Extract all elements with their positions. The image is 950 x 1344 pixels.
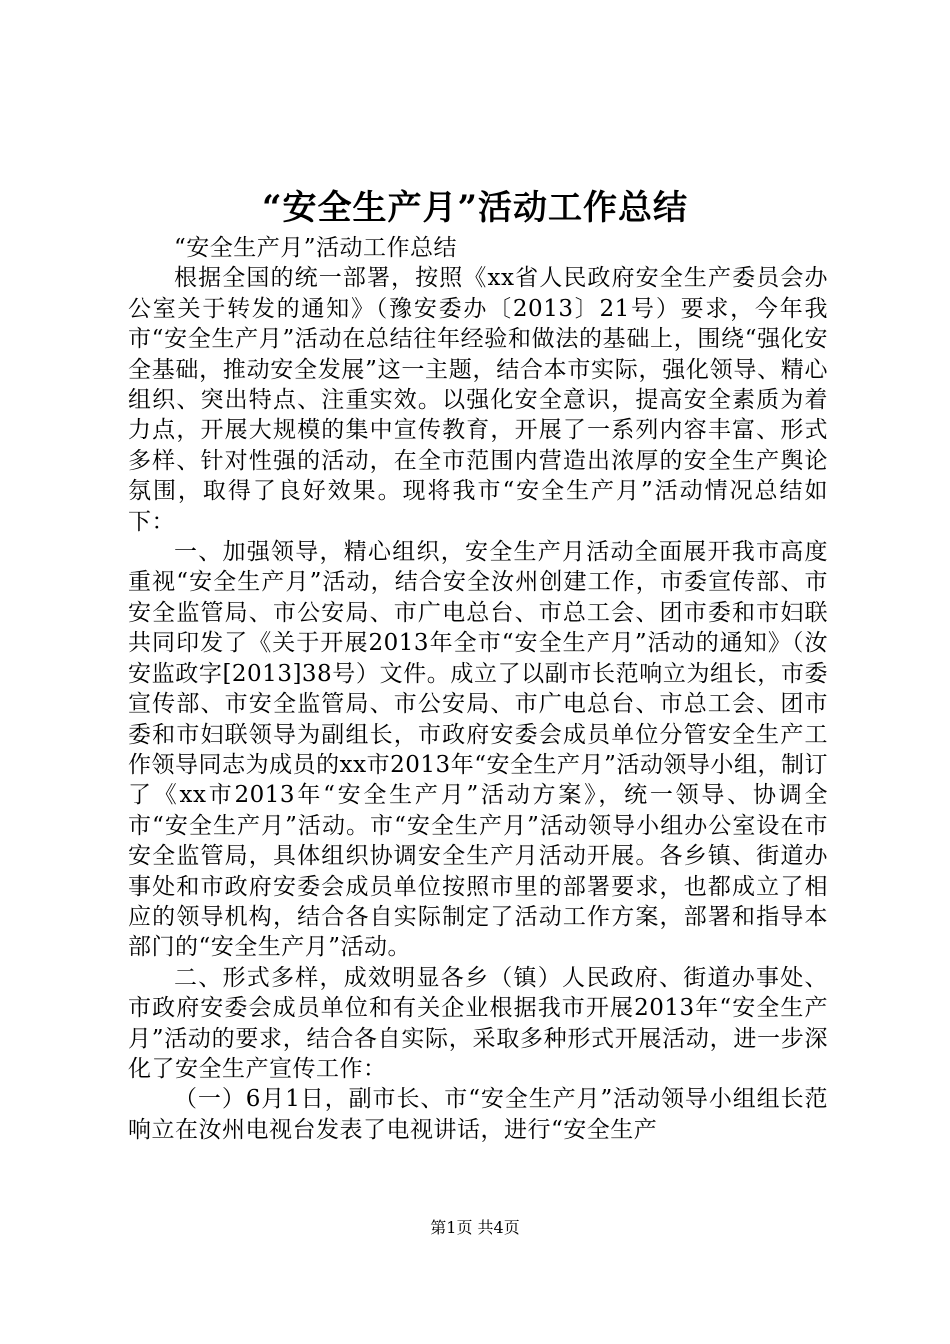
paragraph-item-one: （一）6月1日，副市长、市“安全生产月”活动领导小组组长范响立在汝州电视台发表了电视讲话，进行“安全生产 <box>128 1086 828 1143</box>
page-footer: 第1页 共4页 <box>430 1218 520 1237</box>
document-body <box>128 233 828 1145</box>
paragraph-section-one: 一、加强领导，精心组织，安全生产月活动全面展开我市高度重视“安全生产月”活动，结合安全汝州创建工作，市委宣传部、市安全监管局、市公安局、市广电总台、市总工会、团市委和市妇联共同印发了《关于开展2013年全市“安全生产月”活动的通知》（汝安监政字[2013]38号）文件。成立了以副市长范响立为组长，市委宣传部、市安全监管局、市公安局、市广电总台、市总工会、团市委和市妇联领导为副组长，市政府安委会成员单位分管安全生产工作领导同志为成员的xx市2013年“安全生产月”活动领导小组，制订了《xx市2013年“安全生产月”活动方案》，统一领导、协调全市“安全生产月”活动。市“安全生产月”活动领导小组办公室设在市安全监管局，具体组织协调安全生产月活动开展。各乡镇、街道办事处和市政府安委会成员单位按照市里的部署要求，也都成立了相应的领导机构，结合各自实际制定了活动工作方案，部署和指导本部门的“安全生产月”活动。 <box>128 539 828 961</box>
paragraph-intro: 根据全国的统一部署，按照《xx省人民政府安全生产委员会办公室关于转发的通知》（豫安委办〔2013〕21号）要求，今年我市“安全生产月”活动在总结往年经验和做法的基础上，围绕“强化安全基础，推动安全发展”这一主题，结合本市实际，强化领导、精心组织、突出特点、注重实效。以强化安全意识，提高安全素质为着力点，开展大规模的集中宣传教育，开展了一系列内容丰富、形式多样、针对性强的活动，在全市范围内营造出浓厚的安全生产舆论氛围，取得了良好效果。现将我市“安全生产月”活动情况总结如下： <box>128 265 828 535</box>
paragraph-subtitle: “安全生产月”活动工作总结 <box>174 235 458 261</box>
document-title: “安全生产月”活动工作总结 <box>261 188 689 228</box>
paragraph-section-two: 二、形式多样，成效明显各乡（镇）人民政府、街道办事处、市政府安委会成员单位和有关企业根据我市开展2013年“安全生产月”活动的要求，结合各自实际，采取多种形式开展活动，进一步深化了安全生产宣传工作： <box>128 964 828 1082</box>
